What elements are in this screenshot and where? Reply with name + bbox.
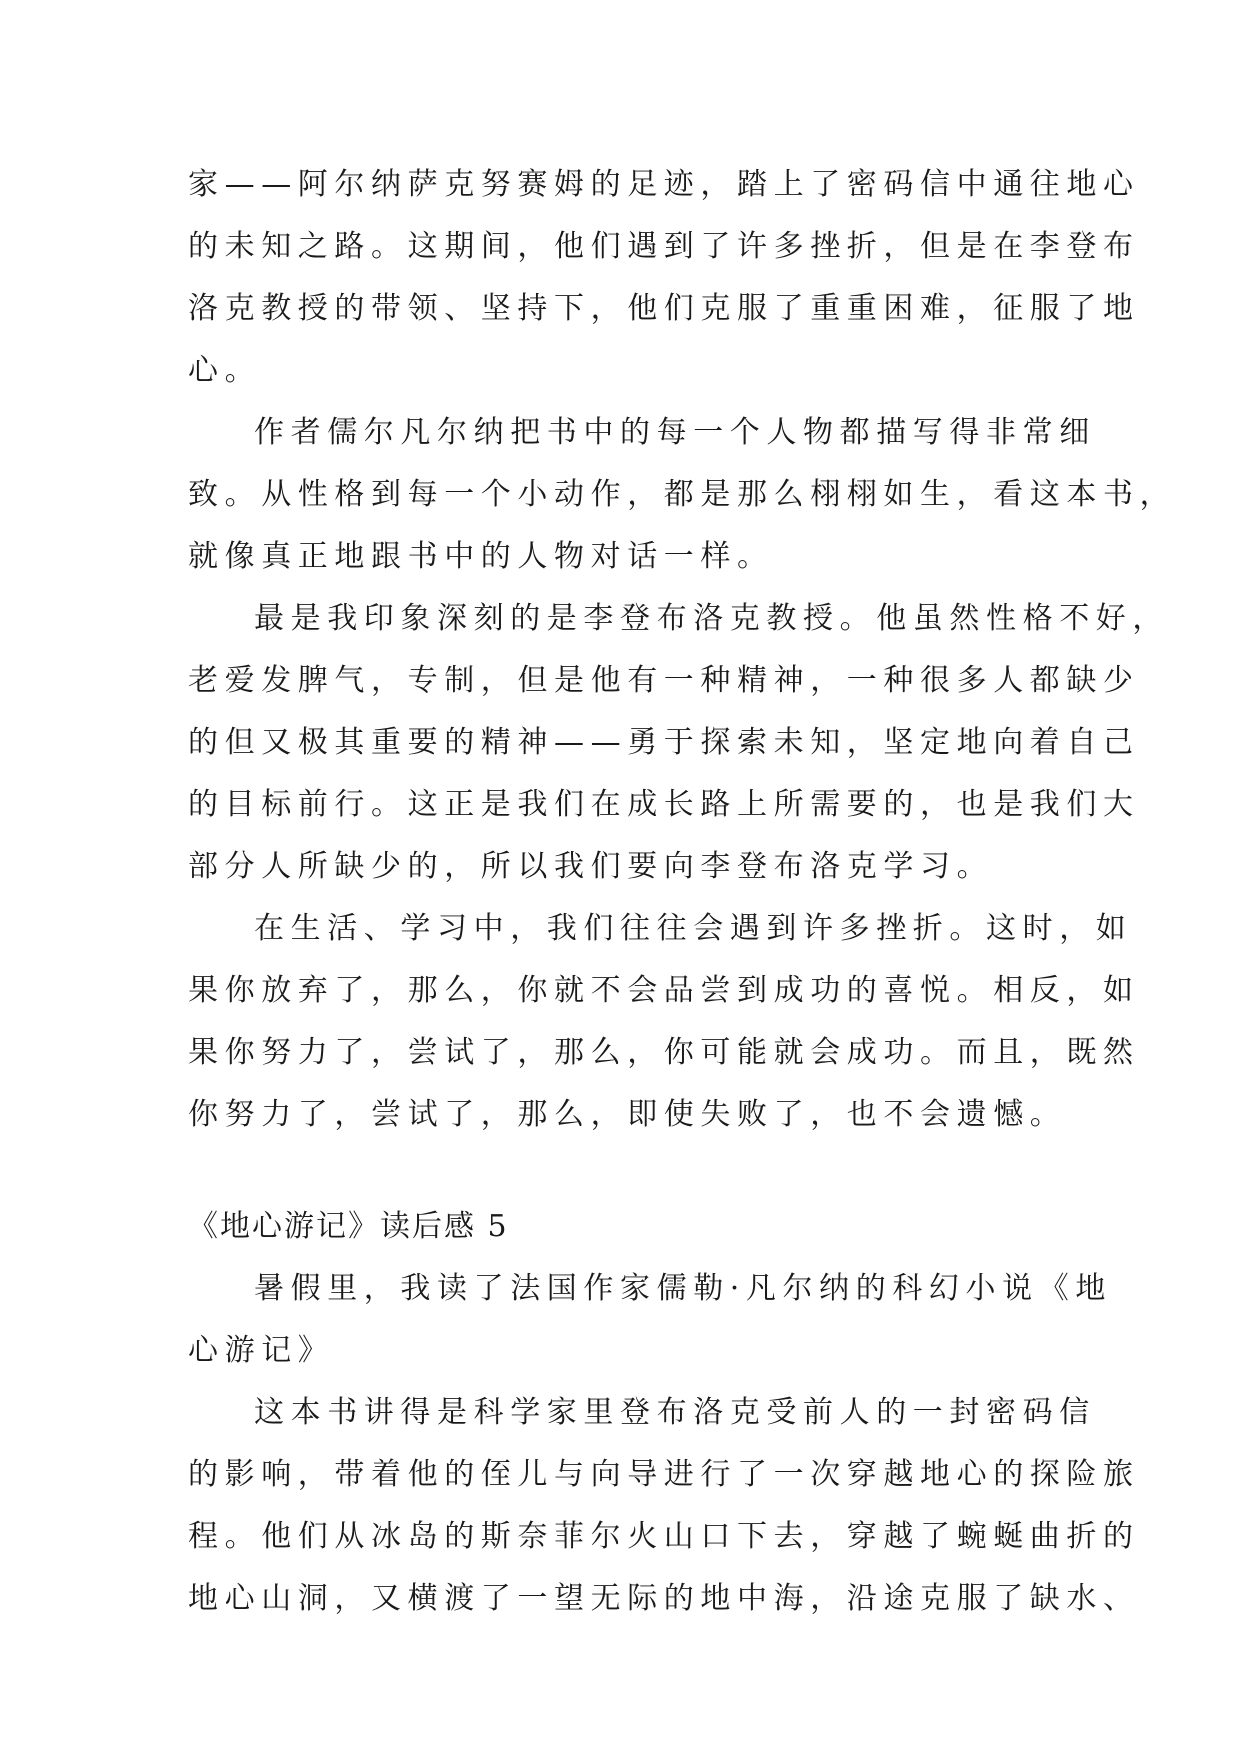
text-line: 地心山洞，又横渡了一望无际的地中海，沿途克服了缺水、 <box>188 1581 1140 1616</box>
text-line: 老爱发脾气，专制，但是他有一种精神，一种很多人都缺少 <box>188 663 1140 698</box>
text-line: 心游记》 <box>188 1333 335 1368</box>
text-line: 最是我印象深刻的是李登布洛克教授。他虽然性格不好， <box>254 601 1169 636</box>
text-line: 的未知之路。这期间，他们遇到了许多挫折，但是在李登布 <box>188 229 1140 264</box>
text-line: 你努力了，尝试了，那么，即使失败了，也不会遗憾。 <box>188 1097 1067 1132</box>
text-line: 洛克教授的带领、坚持下，他们克服了重重困难，征服了地 <box>188 291 1140 326</box>
text-line: 的但又极其重要的精神——勇于探索未知，坚定地向着自己 <box>188 725 1140 760</box>
paragraph-continuation <box>188 154 1140 402</box>
text-line: 就像真正地跟书中的人物对话一样。 <box>188 539 774 574</box>
section-gap <box>188 1146 1060 1196</box>
text-line: 程。他们从冰岛的斯奈菲尔火山口下去，穿越了蜿蜒曲折的 <box>188 1519 1140 1554</box>
text-line: 果你放弃了，那么，你就不会品尝到成功的喜悦。相反，如 <box>188 973 1140 1008</box>
document-body <box>188 154 1177 1630</box>
paragraph <box>188 402 1177 588</box>
section-title: 《地心游记》读后感 5 <box>188 1209 509 1244</box>
paragraph <box>188 588 1169 898</box>
paragraph <box>188 1382 1140 1630</box>
text-line: 这本书讲得是科学家里登布洛克受前人的一封密码信 <box>254 1395 1096 1430</box>
paragraph <box>188 898 1140 1146</box>
text-line: 的影响，带着他的侄儿与向导进行了一次穿越地心的探险旅 <box>188 1457 1140 1492</box>
text-line: 家——阿尔纳萨克努赛姆的足迹，踏上了密码信中通往地心 <box>188 167 1140 202</box>
text-line: 的目标前行。这正是我们在成长路上所需要的，也是我们大 <box>188 787 1140 822</box>
text-line: 部分人所缺少的，所以我们要向李登布洛克学习。 <box>188 849 994 884</box>
text-line: 果你努力了，尝试了，那么，你可能就会成功。而且，既然 <box>188 1035 1140 1070</box>
text-line: 在生活、学习中，我们往往会遇到许多挫折。这时，如 <box>254 911 1133 946</box>
text-line: 致。从性格到每一个小动作，都是那么栩栩如生，看这本书， <box>188 477 1177 512</box>
paragraph <box>188 1258 1112 1382</box>
text-line: 暑假里，我读了法国作家儒勒·凡尔纳的科幻小说《地 <box>254 1271 1112 1306</box>
text-line: 心。 <box>188 353 262 388</box>
text-line: 作者儒尔凡尔纳把书中的每一个人物都描写得非常细 <box>254 415 1096 450</box>
